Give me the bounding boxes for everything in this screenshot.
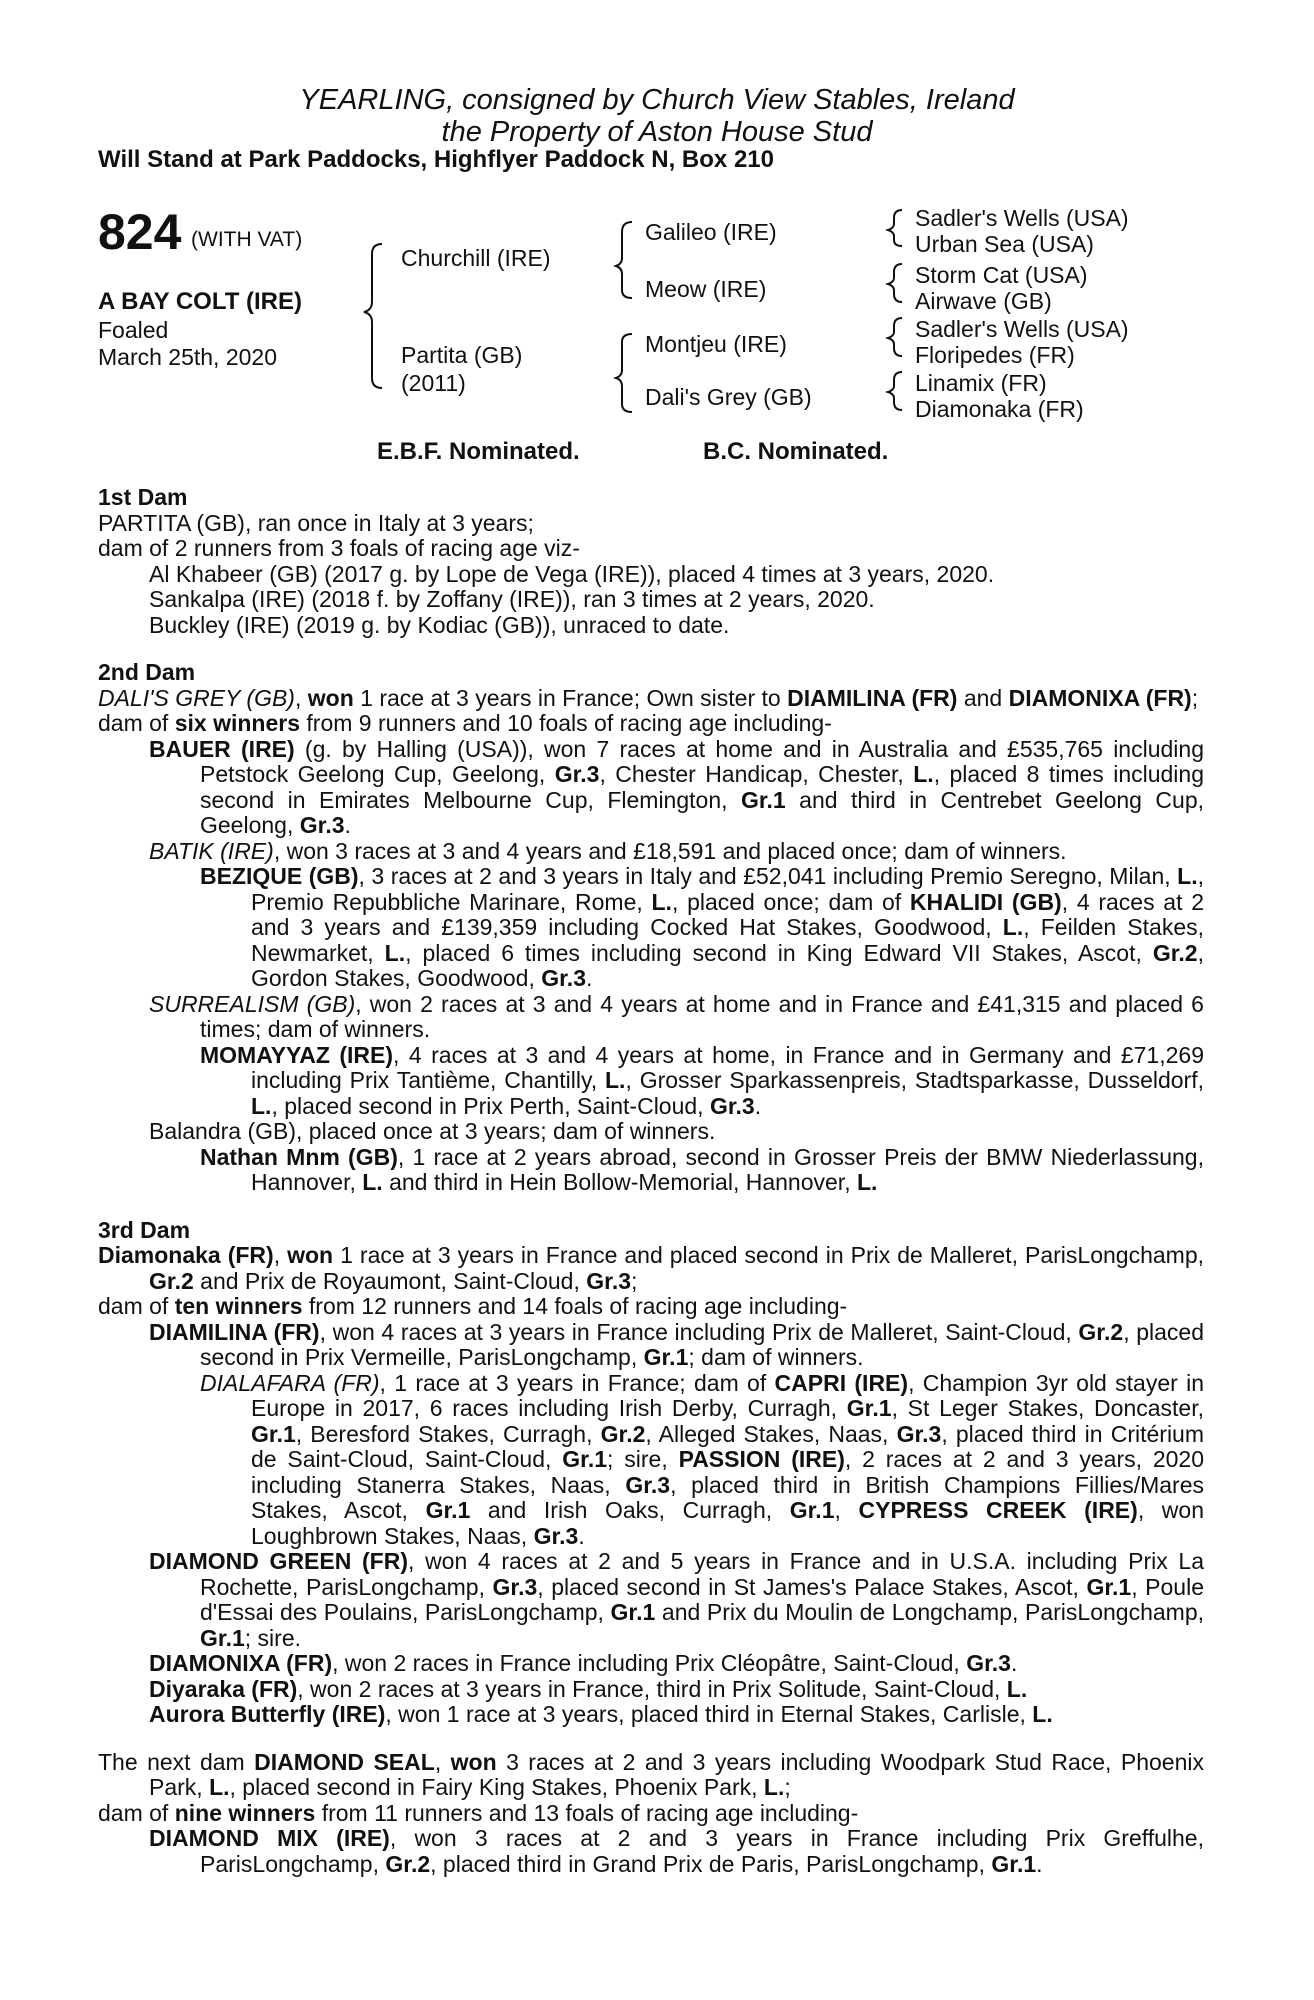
third-dam-heading: 3rd Dam [98,1216,191,1243]
first-dam-heading: 1st Dam [98,484,188,510]
produce-entry: MOMAYYAZ (IRE), 4 races at 3 and 4 years at home, in France and in Germany and £71,269 including Prix Tantième, Chantilly, L., Grosser Sparkassenpreis, Stadtsparkasse, Dusseldorf, L., placed second in Prix Perth, Saint-Cloud, Gr.3. [200,1041,1204,1119]
pedigree-sdd: Airwave (GB) [915,288,1052,314]
first-dam-produce: Buckley (IRE) (2019 g. by Kodiac (GB)), unraced to date. [149,611,730,638]
produce-entry: Diyaraka (FR), won 2 races at 3 years in France, third in Prix Solitude, Saint-Cloud, L. [149,1675,1028,1702]
bracket-ds [888,318,902,356]
produce-entry: DIALAFARA (FR), 1 race at 3 years in France; dam of CAPRI (IRE), Champion 3yr old stayer in Europe in 2017, 6 races including Irish Derby, Curragh, Gr.1, St Leger Stakes, Doncaster, Gr.1, Beresford Stakes, Curragh, Gr.2, Alleged Stakes, Naas, Gr.3, placed third in Critérium de Saint-Cloud, Saint-Cloud, Gr.1; sire, PASSION (IRE), 2 races at 2 and 3 years, 2020 including Stanerra Stakes, Naas, Gr.3, placed third in British Champions Fillies/Mares Stakes, Ascot, Gr.1 and Irish Oaks, Curragh, Gr.1, CYPRESS CREEK (IRE), won Loughbrown Stakes, Naas, Gr.3. [200,1369,1205,1549]
header-consignor: YEARLING, consigned by Church View Stables, Ireland [299,84,1015,116]
pedigree-dam-dam: Dali's Grey (GB) [645,384,812,410]
pedigree-dam-year: (2011) [401,370,466,396]
pedigree-dam-sire: Montjeu (IRE) [645,331,787,357]
pedigree-sire-dam: Meow (IRE) [645,276,767,302]
header-location: Will Stand at Park Paddocks, Highflyer Paddock N, Box 210 [98,146,774,173]
bracket-dd [888,372,902,410]
produce-entry: DIAMOND MIX (IRE), won 3 races at 2 and 3 years in France including Prix Greffulhe, ParisLongchamp, Gr.2, placed third in Grand Prix de Paris, ParisLongchamp, Gr.1. [149,1825,1204,1877]
lot-number: 824 [98,204,182,260]
first-dam-produce: Al Khabeer (GB) (2017 g. by Lope de Vega (IRE)), placed 4 times at 3 years, 2020. [149,560,995,587]
produce-entry: Nathan Mnm (GB), 1 race at 2 years abroad, second in Grosser Preis der BMW Niederlassung, Hannover, L. and third in Hein Bollow-Memorial, Hannover, L. [200,1143,1204,1195]
bracket-ss [888,210,902,246]
produce-entry: SURREALISM (GB), won 2 races at 3 and 4 years at home and in France and £41,315 and placed 6 times; dam of winners. [149,990,1204,1042]
produce-entry: DIAMONIXA (FR), won 2 races in France including Prix Cléopâtre, Saint-Cloud, Gr.3. [149,1650,1018,1676]
third-dam-entry: Diamonaka (FR), won 1 race at 3 years in France and placed second in Prix de Malleret, ParisLongchamp, Gr.2 and Prix de Royaumont, Saint-Cloud, Gr.3; [98,1242,1204,1294]
ebf-nomination: E.B.F. Nominated. [377,438,580,465]
produce-entry: BEZIQUE (GB), 3 races at 2 and 3 years in Italy and £52,041 including Premio Seregno, Milan, L., Premio Repubbliche Marinare, Rome, L., placed once; dam of KHALIDI (GB), 4 races at 2 and 3 years and £139,359 including Cocked Hat Stakes, Goodwood, L., Feilden Stakes, Newmarket, L., placed 6 times including second in King Edward VII Stakes, Ascot, Gr.2, Gordon Stakes, Goodwood, Gr.3. [200,863,1204,991]
pedigree-dam: Partita (GB) [401,342,523,368]
third-dam-summary: dam of ten winners from 12 runners and 14 foals of racing age including- [98,1293,848,1319]
next-dam-entry: The next dam DIAMOND SEAL, won 3 races at 2 and 3 years including Woodpark Stud Race, Phoenix Park, L., placed second in Fairy King Stakes, Phoenix Park, L.; [98,1748,1204,1800]
horse-description: A BAY COLT (IRE) [98,288,303,315]
pedigree-sds: Storm Cat (USA) [915,262,1088,288]
pedigree-sire-sire: Galileo (IRE) [645,219,777,245]
bracket-sire [616,222,632,298]
pedigree-dss: Sadler's Wells (USA) [915,316,1129,342]
produce-entry: BATIK (IRE), won 3 races at 3 and 4 years and £18,591 and placed once; dam of winners. [149,837,1067,864]
second-dam-entry: DALI'S GREY (GB), won 1 race at 3 years in France; Own sister to DIAMILINA (FR) and DIAMONIXA (FR); [98,684,1199,711]
foaled-date: March 25th, 2020 [98,344,278,370]
produce-entry: Balandra (GB), placed once at 3 years; dam of winners. [149,1118,716,1144]
pedigree-sss: Sadler's Wells (USA) [915,205,1129,231]
bracket-dam [616,334,632,412]
first-dam-line: PARTITA (GB), ran once in Italy at 3 years; [98,509,534,536]
bracket-sd [888,264,902,302]
vat-label: (WITH VAT) [191,228,303,251]
foaled-label: Foaled [98,317,169,343]
second-dam-summary: dam of six winners from 9 runners and 10 foals of racing age including- [98,710,832,736]
pedigree-dsd: Floripedes (FR) [915,342,1075,368]
produce-entry: Aurora Butterfly (IRE), won 1 race at 3 years, placed third in Eternal Stakes, Carlisle, L. [149,1701,1053,1727]
second-dam-heading: 2nd Dam [98,659,196,685]
pedigree-ddd: Diamonaka (FR) [915,396,1084,422]
produce-entry: DIAMILINA (FR), won 4 races at 3 years in France including Prix de Malleret, Saint-Cloud, Gr.2, placed second in Prix Vermeille, ParisLongchamp, Gr.1; dam of winners. [149,1318,1204,1370]
bracket-main [364,244,382,388]
catalogue-body [98,485,1204,1877]
header-property: the Property of Aston House Stud [441,116,873,148]
bc-nomination: B.C. Nominated. [703,438,889,465]
produce-entry: DIAMOND GREEN (FR), won 4 races at 2 and 5 years in France and in U.S.A. including Prix La Rochette, ParisLongchamp, Gr.3, placed second in St James's Palace Stakes, Ascot, Gr.1, Poule d'Essai des Poulains, ParisLongchamp, Gr.1 and Prix du Moulin de Longchamp, ParisLongchamp, Gr.1; sire. [149,1548,1204,1651]
first-dam-line: dam of 2 runners from 3 foals of racing age viz- [98,535,580,561]
first-dam-produce: Sankalpa (IRE) (2018 f. by Zoffany (IRE)), ran 3 times at 2 years, 2020. [149,586,875,612]
next-dam-summary: dam of nine winners from 11 runners and 13 foals of racing age including- [98,1799,859,1826]
produce-entry: BAUER (IRE) (g. by Halling (USA)), won 7 races at home and in Australia and £535,765 including Petstock Geelong Cup, Geelong, Gr.3, Chester Handicap, Chester, L., placed 8 times including second in Emirates Melbourne Cup, Flemington, Gr.1 and third in Centrebet Geelong Cup, Geelong, Gr.3. [149,735,1204,838]
pedigree-ssd: Urban Sea (USA) [915,231,1094,257]
pedigree-dds: Linamix (FR) [915,370,1047,396]
pedigree-sire: Churchill (IRE) [401,245,551,271]
